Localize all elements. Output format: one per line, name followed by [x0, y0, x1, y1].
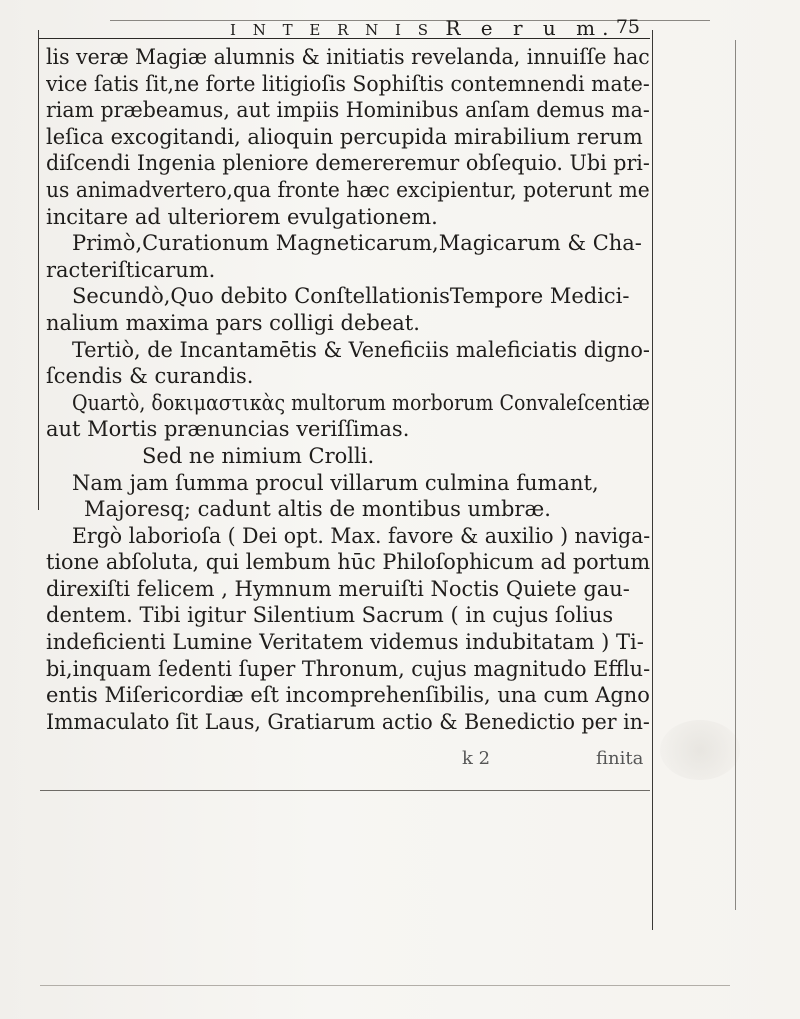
text-line: Secundò,Quo debito ConſtellationisTempore Medici-	[72, 284, 630, 309]
text-line: leſica excogitandi, alioquin percupida mirabilium rerum	[46, 124, 643, 149]
text-line: tione abſoluta, qui lembum hūc Philoſophicum ad portum	[46, 550, 650, 575]
text-line: ſcendis & curandis.	[46, 364, 254, 389]
text-line: aut Mortis prænuncias veriſſimas.	[46, 417, 410, 442]
text-line: incitare ad ulteriorem evulgationem.	[46, 204, 438, 229]
text-line: vice ſatis ſit,ne forte litigioſis Sophiſtis contemnendi mate-	[46, 71, 650, 96]
text-line: Nam jam ſumma procul villarum culmina fumant,	[72, 470, 599, 495]
catchword: finita	[596, 748, 644, 769]
footer-rule	[40, 790, 650, 791]
text-line: indeficienti Lumine Veritatem videmus indubitatam ) Ti-	[46, 630, 644, 655]
paper-stain	[660, 720, 740, 780]
text-line: racteriſticarum.	[46, 257, 216, 282]
text-line: Primò,Curationum Magneticarum,Magicarum & Cha-	[72, 231, 642, 256]
text-line: Ergò laborioſa ( Dei opt. Max. favore & auxilio ) naviga-	[72, 523, 650, 548]
text-line: dentem. Tibi igitur Silentium Sacrum ( in cujus ſolius	[46, 603, 614, 628]
body-text	[46, 44, 650, 735]
page-number: 75	[615, 16, 640, 38]
text-line: us animadvertero,qua fronte hæc excipientur, poterunt me	[46, 177, 650, 202]
text-line: direxiſti felicem , Hymnum meruiſti Noctis Quiete gau-	[46, 576, 630, 601]
page-edge-line-right	[735, 40, 736, 910]
right-margin-line	[652, 30, 653, 930]
left-margin-line	[38, 30, 39, 510]
running-head-part1: I N T E R N I S	[230, 21, 435, 39]
text-line: Quartò, δοκιμαστικὰς multorum morborum Convaleſcentiæ	[72, 390, 650, 415]
text-line: lis veræ Magiæ alumnis & initiatis revelanda, innuiſſe hac	[46, 45, 650, 69]
text-line: bi,inquam ſedenti ſuper Thronum, cujus magnitudo Efflu-	[46, 656, 650, 681]
text-line: entis Miſericordiæ eſt incomprehenſibilis, una cum Agno	[46, 683, 650, 708]
page-edge-line-bottom	[40, 985, 730, 986]
text-line: Majoresq; cadunt altis de montibus umbræ.	[84, 497, 551, 522]
text-line: riam præbeamus, aut impiis Hominibus anſam demus ma-	[46, 98, 650, 123]
text-line: Immaculato ſit Laus, Gratiarum actio & Benedictio per in-	[46, 709, 650, 734]
running-head	[230, 16, 650, 44]
text-line: Sed ne nimium Crolli.	[142, 443, 375, 468]
text-line: diſcendi Ingenia pleniore demereremur obſequio. Ubi pri-	[46, 151, 650, 176]
text-line: Tertiò, de Incantamētis & Veneficiis maleficiatis digno-	[72, 337, 650, 362]
signature-mark: k 2	[462, 748, 491, 769]
running-head-part2: R e r u m.	[445, 16, 616, 40]
text-line: nalium maxima pars colligi debeat.	[46, 310, 420, 335]
